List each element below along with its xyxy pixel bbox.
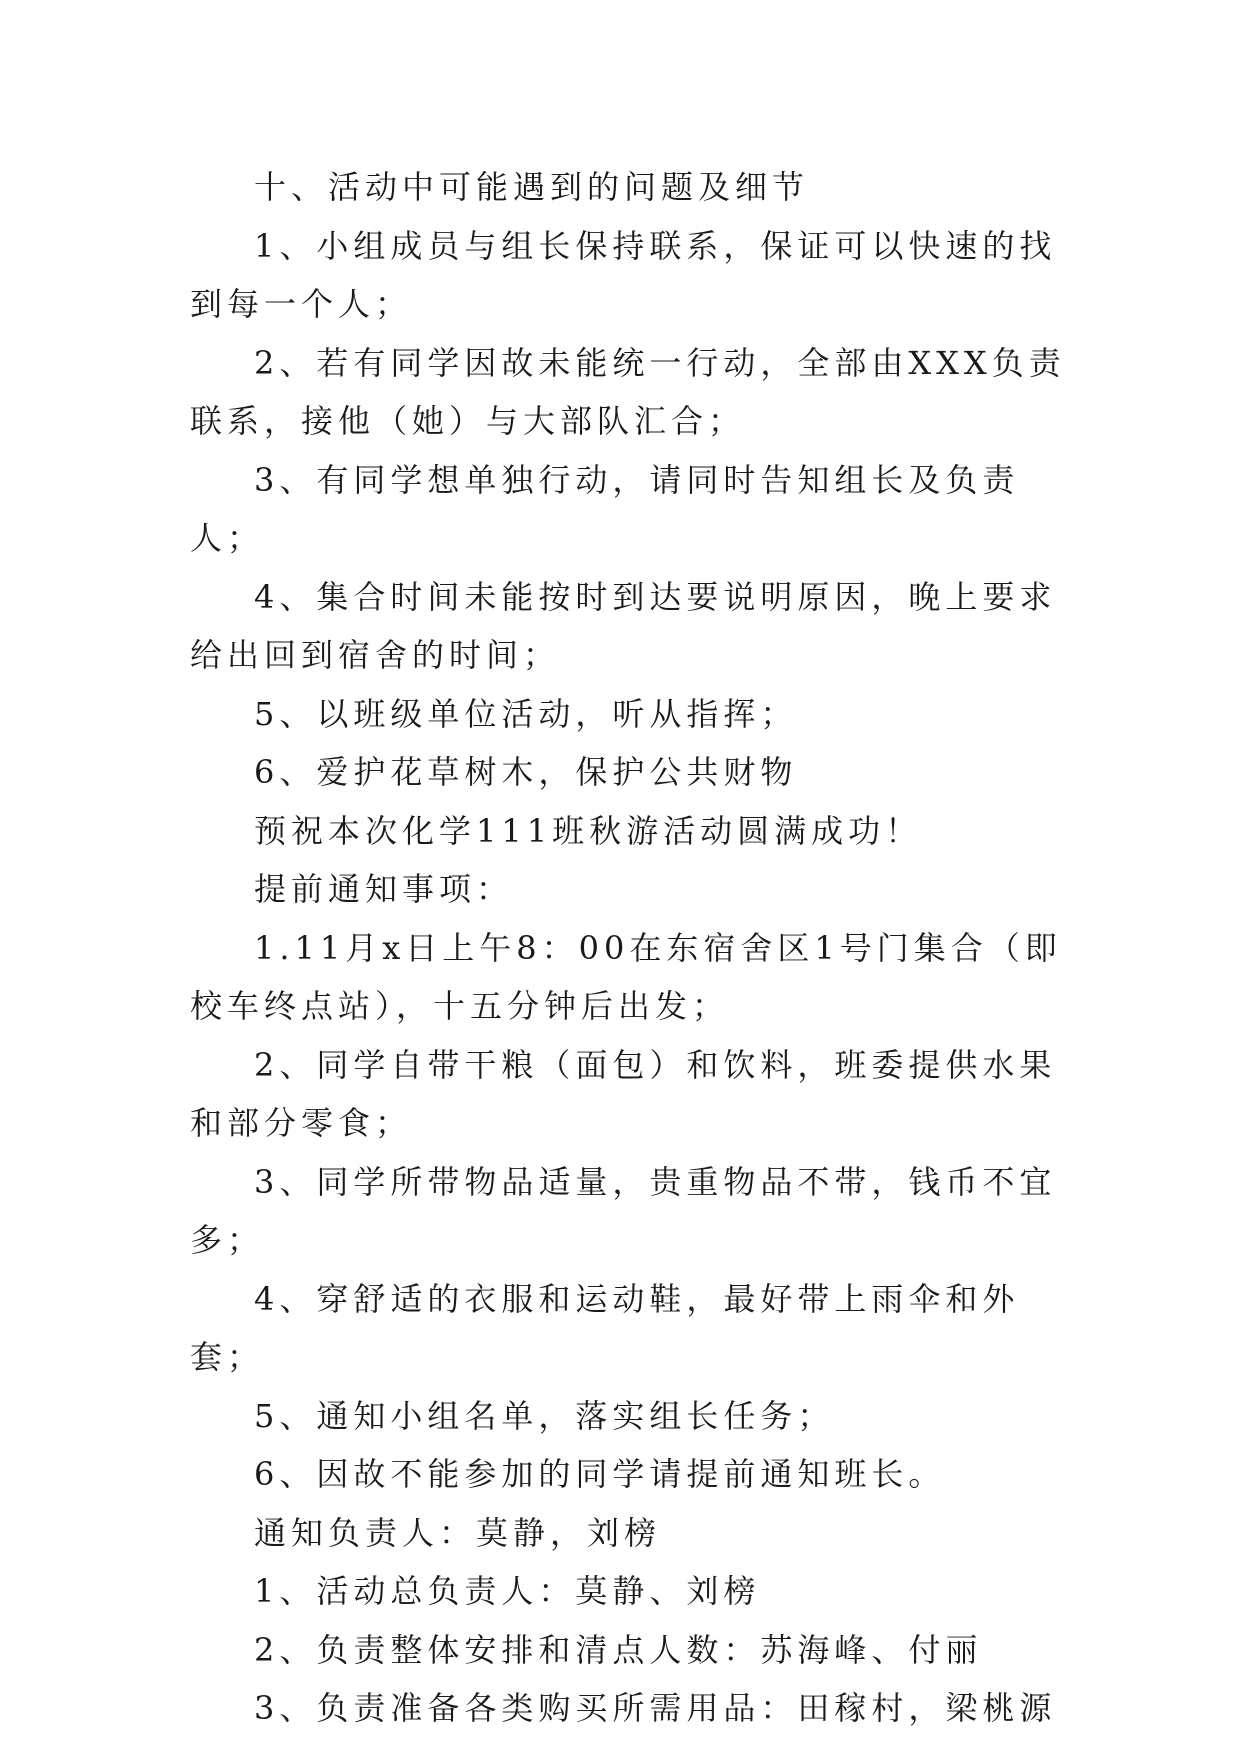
paragraph-notice-4: 4、穿舒适的衣服和运动鞋，最好带上雨伞和外套； xyxy=(190,1279,1020,1376)
paragraph-role-2: 2、负责整体安排和清点人数：苏海峰、付丽 xyxy=(254,1630,983,1669)
document-body xyxy=(190,158,1070,1738)
paragraph-wish: 预祝本次化学111班秋游活动圆满成功！ xyxy=(254,811,923,850)
paragraph-role-3: 3、负责准备各类购买所需用品：田稼村，梁桃源 xyxy=(254,1689,1057,1727)
paragraph-issue-3: 3、有同学想单独行动，请同时告知组长及负责人； xyxy=(190,460,1020,557)
paragraph-issue-2: 2、若有同学因故未能统一行动，全部由XXX负责联系，接他（她）与大部队汇合； xyxy=(190,343,1066,440)
paragraph-issue-5: 5、以班级单位活动，听从指挥； xyxy=(254,694,798,733)
paragraph-notice-1: 1.11月x日上午8：00在东宿舍区1号门集合（即校车终点站），十五分钟后出发； xyxy=(190,928,1062,1025)
paragraph-contact-heading: 通知负责人：莫静，刘榜 xyxy=(254,1513,662,1552)
paragraph-notice-3: 3、同学所带物品适量，贵重物品不带，钱币不宜多； xyxy=(190,1162,1057,1259)
paragraph-issue-4: 4、集合时间未能按时到达要说明原因，晚上要求给出回到宿舍的时间； xyxy=(190,577,1057,674)
paragraph-issue-6: 6、爱护花草树木，保护公共财物 xyxy=(254,753,798,791)
paragraph-notice-2: 2、同学自带干粮（面包）和饮料，班委提供水果和部分零食； xyxy=(190,1045,1057,1142)
paragraph-issue-1: 1、小组成员与组长保持联系，保证可以快速的找到每一个人； xyxy=(190,226,1057,323)
paragraph-notice-heading: 提前通知事项： xyxy=(254,870,514,908)
paragraph-issues-heading: 十、活动中可能遇到的问题及细节 xyxy=(254,168,810,206)
paragraph-notice-5: 5、通知小组名单，落实组长任务； xyxy=(254,1396,835,1435)
paragraph-role-1: 1、活动总负责人：莫静、刘榜 xyxy=(254,1572,761,1610)
paragraph-notice-6: 6、因故不能参加的同学请提前通知班长。 xyxy=(254,1455,946,1493)
